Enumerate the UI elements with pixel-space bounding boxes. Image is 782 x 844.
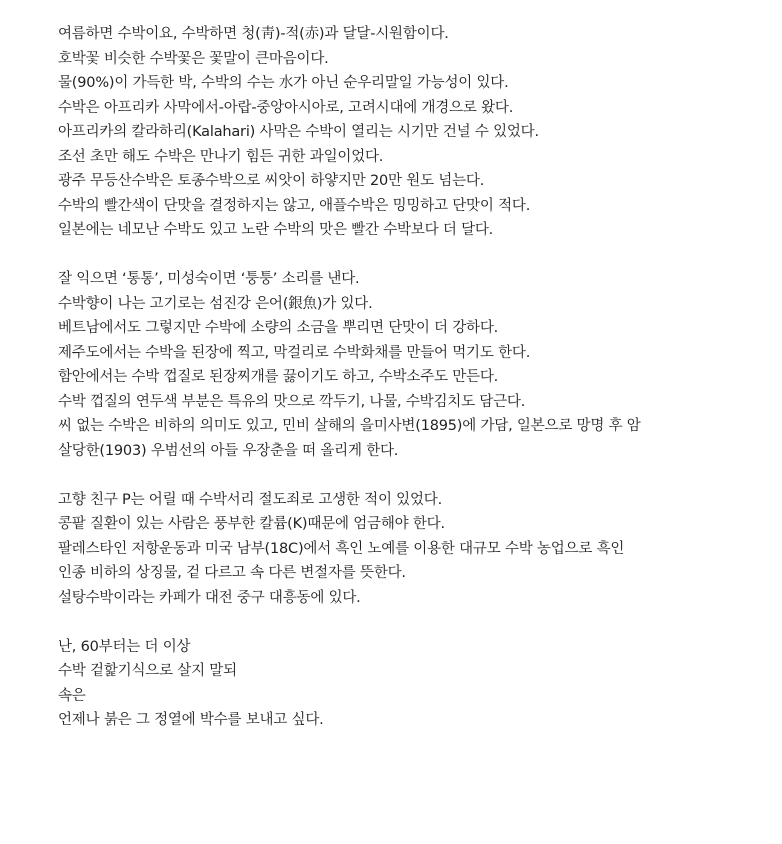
text-line: 베트남에서도 그렇지만 수박에 소량의 소금을 뿌리면 단맛이 더 강하다. [58,320,499,336]
text-line: 호박꽃 비슷한 수박꽃은 꽃말이 큰마음이다. [58,50,329,67]
text-line: 수박 겉핥기식으로 살지 말되 [58,663,237,679]
text-line: 고향 친구 P는 어릴 때 수박서리 절도죄로 고생한 적이 있었다. [58,491,443,508]
text-line: 조선 초만 해도 수박은 만나기 힘든 귀한 과일이었다. [58,148,384,165]
text-line: 수박향이 나는 고기로는 섬진강 은어(銀魚)가 있다. [58,295,373,312]
text-line: 일본에는 네모난 수박도 있고 노란 수박의 맛은 빨간 수박보다 더 달다. [58,222,494,238]
text-line: 수박 껍질의 연두색 부분은 특유의 맛으로 깍두기, 나물, 수박김치도 담근다. [58,393,526,410]
text-line: 아프리카의 칼라하리(Kalahari) 사막은 수박이 열리는 시기만 건널 수 있었다. [58,124,539,140]
text-line: 인종 비하의 상징물, 겉 다르고 속 다른 변절자를 뜻한다. [58,565,406,581]
text-line: 언제나 붉은 그 정열에 박수를 보내고 싶다. [58,712,324,728]
text-line: 광주 무등산수박은 토종수박으로 씨앗이 하얗지만 20만 원도 넘는다. [58,173,485,189]
text-line: 설탕수박이라는 카페가 대전 중구 대흥동에 있다. [58,589,361,606]
paragraph-4-poem [58,635,770,733]
text-line: 잘 익으면 ‘통통’, 미성숙이면 ‘퉁퉁’ 소리를 낸다. [58,271,360,287]
text-line: 수박은 아프리카 사막에서-아랍-중앙아시아로, 고려시대에 개경으로 왔다. [58,99,514,116]
text-line: 물(90%)이 가득한 박, 수박의 수는 水가 아닌 순우리말일 가능성이 있다. [58,75,509,91]
text-line: 콩팥 질환이 있는 사람은 풍부한 칼륨(K)때문에 엄금해야 한다. [58,516,445,532]
text-line: 함안에서는 수박 껍질로 된장찌개를 끓이기도 하고, 수박소주도 만든다. [58,369,499,385]
text-line: 씨 없는 수박은 비하의 의미도 있고, 민비 살해의 을미사변(1895)에 가담, 일본으로 망명 후 암 [58,418,641,434]
text-line: 살당한(1903) 우범선의 아들 우장춘을 떠 올리게 한다. [58,442,399,459]
text-line: 난, 60부터는 더 이상 [58,638,191,655]
paragraph-2 [58,267,770,463]
paragraph-1 [58,22,770,243]
text-line: 수박의 빨간색이 단맛을 결정하지는 않고, 애플수박은 밍밍하고 단맛이 적다. [58,197,531,214]
paragraph-gap [58,463,770,488]
paragraph-3 [58,488,770,611]
text-line: 여름하면 수박이요, 수박하면 청(靑)-적(赤)과 달달-시원함이다. [58,26,449,42]
text-line: 속은 [58,687,86,704]
text-line: 팔레스타인 저항운동과 미국 남부(18C)에서 흑인 노예를 이용한 대규모 수박 농업으로 흑인 [58,540,625,557]
text-line: 제주도에서는 수박을 된장에 찍고, 막걸리로 수박화채를 만들어 먹기도 한다. [58,344,531,361]
document-body [58,22,770,733]
paragraph-gap [58,610,770,635]
paragraph-gap [58,243,770,268]
